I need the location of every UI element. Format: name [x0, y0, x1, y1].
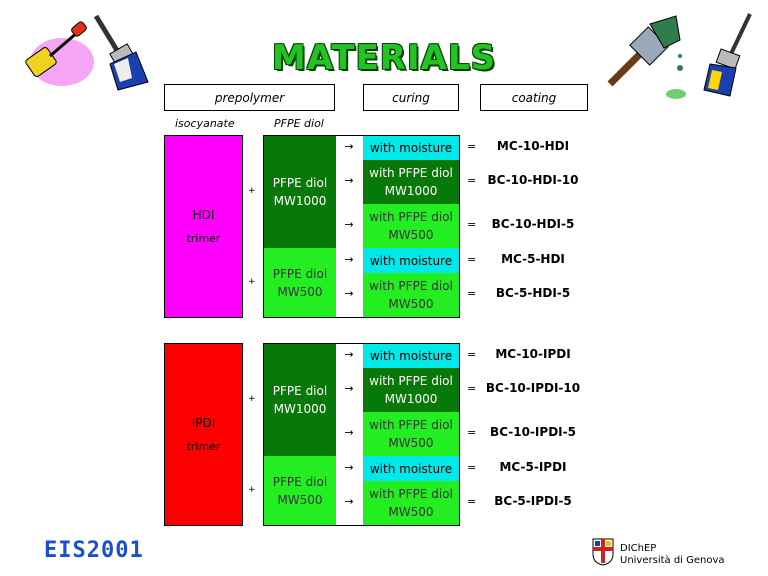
- arrow-symbol: →: [344, 287, 354, 300]
- coating-code: BC-10-HDI-10: [487, 173, 579, 187]
- arrow-symbol: →: [344, 460, 354, 474]
- coating-code: MC-5-IPDI: [499, 459, 567, 474]
- curing-label-line: MW1000: [384, 184, 438, 198]
- equals-symbol: =: [467, 218, 477, 231]
- curing-label-line: with PFPE diol: [369, 279, 453, 293]
- isocyanate-block: [164, 135, 243, 318]
- plus-symbol: +: [248, 393, 256, 404]
- curing-header: [363, 84, 459, 111]
- arrow-symbol: →: [344, 382, 354, 395]
- arrow-symbol: →: [344, 174, 354, 187]
- university-name: Università di Genova: [620, 555, 725, 566]
- event-logo: EIS2001: [44, 538, 144, 563]
- equals-symbol: =: [467, 139, 477, 153]
- equals-symbol: =: [467, 382, 477, 395]
- plus-symbol: +: [248, 185, 256, 196]
- coating-code: BC-5-HDI-5: [495, 286, 571, 300]
- curing-header-label: curing: [392, 90, 430, 105]
- curing-label-line: with moisture: [369, 140, 453, 155]
- coating-code: MC-10-IPDI: [495, 346, 571, 361]
- arrow-symbol: →: [344, 347, 354, 361]
- curing-label-line: with moisture: [369, 253, 453, 268]
- coating-code: BC-10-IPDI-5: [490, 425, 576, 439]
- curing-label-line: with moisture: [369, 461, 453, 476]
- curing-label-line: with moisture: [369, 348, 453, 363]
- isocyanate-label: [187, 414, 221, 456]
- department-name: DIChEP: [620, 543, 657, 554]
- curing-label-line: MW500: [388, 505, 434, 519]
- plus-symbol: +: [248, 276, 256, 287]
- group-frame: [263, 343, 460, 526]
- pfpe-diol-label-line: MW1000: [273, 193, 327, 208]
- coating-header: [480, 84, 588, 111]
- coating-code: BC-10-IPDI-10: [485, 381, 581, 395]
- pfpe-diol-label-line: PFPE diol: [272, 175, 328, 190]
- isocyanate-block: [164, 343, 243, 526]
- equals-symbol: =: [467, 174, 477, 187]
- pfpe-diol-label-line: PFPE diol: [272, 266, 328, 281]
- pfpe-diol-label-line: PFPE diol: [272, 474, 328, 489]
- coating-code: MC-10-HDI: [496, 138, 570, 153]
- isocyanate-label-line: trimer: [186, 231, 221, 245]
- curing-label-line: MW1000: [384, 392, 438, 406]
- coating-code: BC-5-IPDI-5: [494, 494, 572, 508]
- isocyanate-label-line: HDI: [192, 207, 215, 222]
- prepolymer-header: [164, 84, 335, 111]
- arrow-symbol: →: [344, 252, 354, 266]
- pfpe-diol-label-line: MW500: [277, 492, 323, 507]
- curing-label-line: MW500: [388, 297, 434, 311]
- isocyanate-label-line: trimer: [186, 439, 221, 453]
- equals-symbol: =: [467, 287, 477, 300]
- arrow-symbol: →: [344, 139, 354, 153]
- coating-code: MC-5-HDI: [501, 251, 565, 266]
- pfpe-diol-label-line: MW500: [277, 284, 323, 299]
- curing-label-line: with PFPE diol: [369, 166, 453, 180]
- pfpe-diol-label-line: MW1000: [273, 401, 327, 416]
- curing-label-line: with PFPE diol: [369, 374, 453, 388]
- arrow-symbol: →: [344, 426, 354, 439]
- equals-symbol: =: [467, 426, 477, 439]
- page-title: MATERIALS: [271, 38, 497, 78]
- curing-label-line: MW500: [388, 436, 434, 450]
- curing-label-line: with PFPE diol: [369, 487, 453, 501]
- arrow-symbol: →: [344, 495, 354, 508]
- arrow-symbol: →: [344, 218, 354, 231]
- curing-label-line: with PFPE diol: [369, 210, 453, 224]
- equals-symbol: =: [467, 460, 477, 474]
- equals-symbol: =: [467, 495, 477, 508]
- isocyanate-label-line: IPDI: [191, 415, 216, 430]
- curing-label-line: with PFPE diol: [369, 418, 453, 432]
- university-crest-icon: [592, 538, 614, 566]
- group-frame: [263, 135, 460, 318]
- equals-symbol: =: [467, 252, 477, 266]
- pfpe-diol-subheader: PFPE diol: [274, 117, 324, 130]
- prepolymer-header-label: prepolymer: [214, 90, 285, 105]
- plus-symbol: +: [248, 484, 256, 495]
- equals-symbol: =: [467, 347, 477, 361]
- curing-label-line: MW500: [388, 228, 434, 242]
- pfpe-diol-label-line: PFPE diol: [272, 383, 328, 398]
- coating-header-label: coating: [511, 90, 557, 105]
- coating-code: BC-10-HDI-5: [491, 217, 575, 231]
- isocyanate-subheader: isocyanate: [175, 117, 235, 130]
- isocyanate-label: [187, 206, 221, 248]
